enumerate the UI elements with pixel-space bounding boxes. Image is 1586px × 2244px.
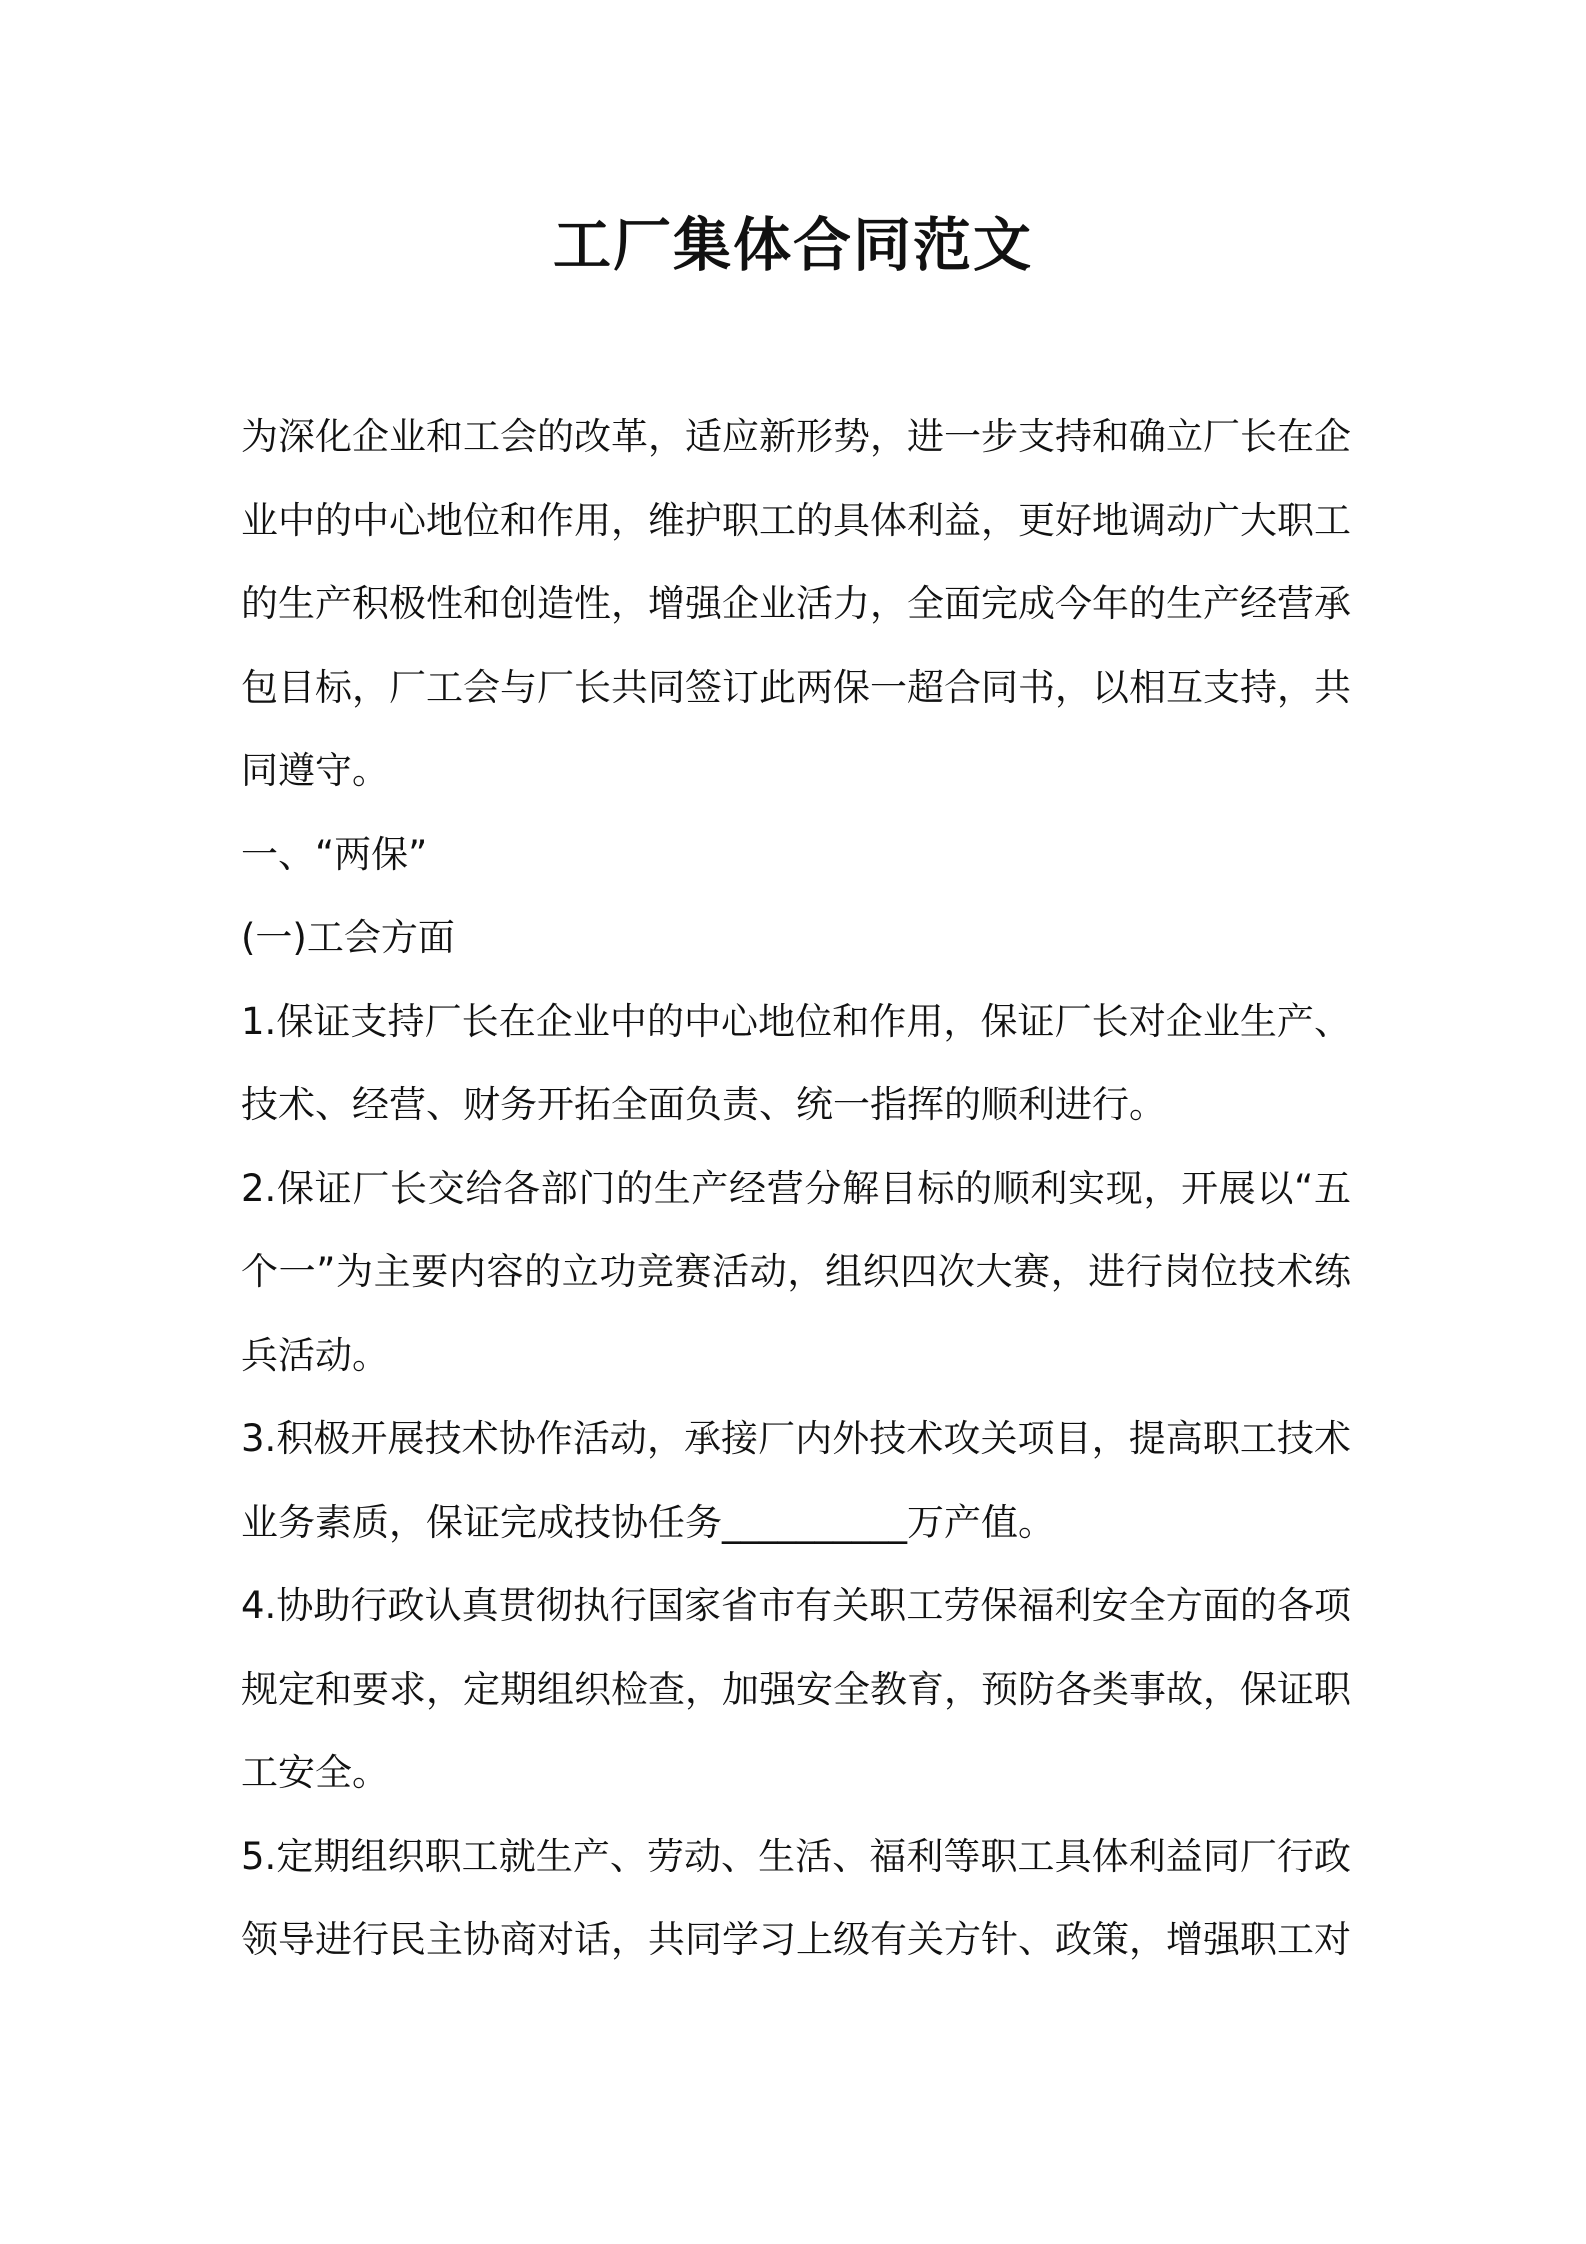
document-title: 工厂集体合同范文: [552, 211, 1033, 279]
clause-4: 4.协助行政认真贯彻执行国家省市有关职工劳保福利安全方面的各项规定和要求，定期组织检查，加强安全教育，预防各类事故，保证职工安全。: [241, 1584, 1351, 1794]
clause-5: 5.定期组织职工就生产、劳动、生活、福利等职工具体利益同厂行政领导进行民主协商对话，共同学习上级有关方针、政策，增强职工对: [241, 1834, 1351, 1961]
subsection-heading-union: (一)工会方面: [241, 916, 455, 959]
document-body: [241, 395, 1351, 1982]
clause-1: 1.保证支持厂长在企业中的中心地位和作用，保证厂长对企业生产、技术、经营、财务开拓全面负责、统一指挥的顺利进行。: [241, 999, 1351, 1126]
clause-2: 2.保证厂长交给各部门的生产经营分解目标的顺利实现，开展以“五个一”为主要内容的立功竞赛活动，组织四次大赛，进行岗位技术练兵活动。: [241, 1166, 1351, 1377]
paragraph-preamble: 为深化企业和工会的改革，适应新形势，进一步支持和确立厂长在企业中的中心地位和作用，维护职工的具体利益，更好地调动广大职工的生产积极性和创造性，增强企业活力，全面完成今年的生产经营承包目标，厂工会与厂长共同签订此两保一超合同书，以相互支持，共同遵守。: [241, 415, 1351, 792]
section-heading-two-guarantees: 一、“两保”: [241, 832, 428, 876]
clause-3: 3.积极开展技术协作活动，承接厂内外技术攻关项目，提高职工技术业务素质，保证完成技协任务__________万产值。: [241, 1417, 1351, 1544]
